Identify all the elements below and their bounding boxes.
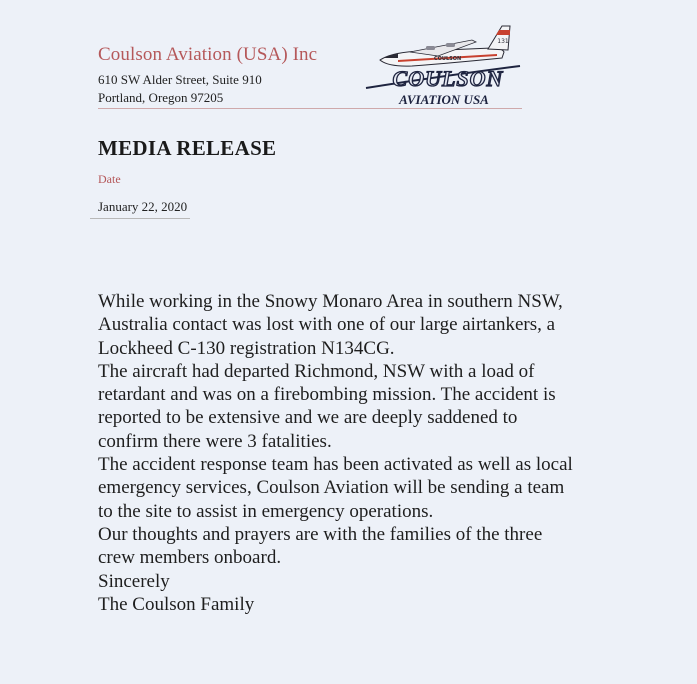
address-street: 610 SW Alder Street, Suite 910 — [98, 72, 262, 87]
date-underline — [90, 218, 190, 219]
body-line: to the site to assist in emergency operations. — [98, 500, 434, 522]
body-line: The aircraft had departed Richmond, NSW with a load of — [98, 360, 535, 382]
aircraft-tail-band — [496, 30, 510, 35]
address-city: Portland, Oregon 97205 — [98, 90, 224, 105]
body-line: The accident response team has been activated as well as local — [98, 454, 573, 476]
signature: The Coulson Family — [98, 593, 255, 615]
body-line: retardant and was on a firebombing mission. The accident is — [98, 384, 556, 406]
body-line: Australia contact was lost with one of our large airtankers, a — [98, 314, 556, 336]
release-body — [98, 290, 683, 616]
sign-off: Sincerely — [98, 570, 170, 592]
body-line: emergency services, Coulson Aviation will be sending a team — [98, 477, 565, 499]
date-value: January 22, 2020 — [98, 199, 188, 214]
logo-wordmark: COULSON — [392, 66, 504, 91]
company-name: Coulson Aviation (USA) Inc — [98, 44, 318, 65]
body-line: reported to be extensive and we are deeply saddened to — [98, 407, 518, 429]
body-line: Our thoughts and prayers are with the families of the three — [98, 523, 543, 545]
aircraft-engine — [426, 46, 435, 50]
aircraft-engine — [446, 43, 455, 47]
airtanker-logo-graphic — [352, 16, 522, 110]
document-title: MEDIA RELEASE — [98, 136, 277, 160]
aircraft-cockpit — [384, 54, 398, 58]
body-line: crew members onboard. — [98, 547, 282, 569]
aircraft-tail-number: 131 — [497, 38, 509, 45]
aircraft-fuselage-text: COULSON — [434, 56, 462, 62]
date-label: Date — [98, 172, 121, 186]
header-divider — [98, 108, 522, 109]
body-line: confirm there were 3 fatalities. — [98, 430, 332, 452]
body-line: While working in the Snowy Monaro Area in southern NSW, — [98, 291, 563, 312]
logo-tagline: AVIATION USA — [399, 92, 489, 107]
coulson-aviation-logo — [352, 16, 522, 110]
body-line: Lockheed C-130 registration N134CG. — [98, 337, 395, 359]
